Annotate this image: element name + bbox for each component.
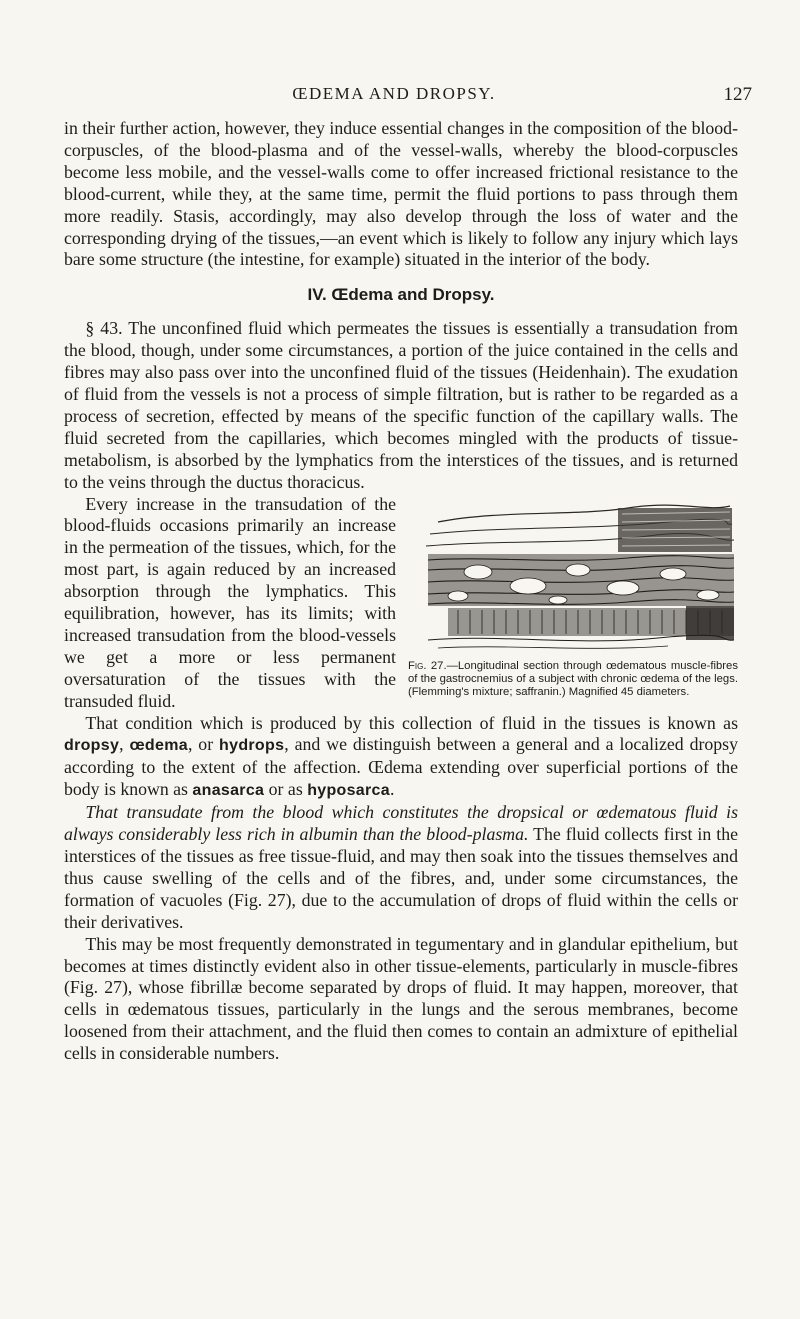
- paragraph-transudation: Every increase in the transudation of the blood-fluids occasions primarily an increase in the permeation of the tissues, which, for the most part, is again reduced by an increased absorption through the lymphatics. This equilibration, however, has its limits; with increased transudation from the blood-vessels we get a more or less permanent oversaturation of the tissues with the transuded fluid.: [64, 493, 396, 711]
- text-run: That condition which is produced by this collection of fluid in the tissues is known as: [85, 712, 738, 733]
- text-run: .: [389, 779, 395, 800]
- term-anasarca: anasarca: [192, 782, 265, 800]
- paragraph-section-43: § 43. The unconfined fluid which permeates the tissues is essentially a transudation from the blood, though, under some circumstances, a portion of the juice contained in the cells and fibres may also pass over into the unconfined fluid of the tissues (Heidenhain). The exudation of fluid from the vessels is not a process of simple filtration, but is rather to be regarded as a process of secretion, effected by means of the specific function of the capillary walls. The fluid secreted from the capillaries, which becomes mingled with the products of tissue-metabolism, is absorbed by the lymphatics from the interstices of the tissues, and is returned to the veins through the ductus thoracicus.: [64, 318, 738, 492]
- figure-caption: [408, 660, 738, 699]
- page-number: 127: [723, 84, 752, 105]
- paragraph-continued: in their further action, however, they induce essential changes in the composition of the blood-corpuscles, of the blood-plasma and of the vessel-walls, whereby the blood-corpuscles become less mobile, and the vessel-walls come to offer increased frictional resistance to the blood-current, while they, at the same time, permit the fluid portions to pass through them more readily. Stasis, accordingly, may also develop through the loss of water and the corresponding drying of the tissues,—an event which is likely to follow any injury which lays bare some structure (the intestine, for example) situated in the interior of the body.: [64, 118, 738, 270]
- paragraph-epithelium: This may be most frequently demonstrated in tegumentary and in glandular epithelium, but becomes at times distinctly evident also in other tissue-elements, particularly in muscle-fibres (Fig. 27), whose fibrillæ become separated by drops of fluid. It may happen, moreover, that cells in œdematous tissues, particularly in the lungs and the serous membranes, become loosened from their attachment, and the fluid then comes to contain an admixture of epithelial cells in considerable numbers.: [64, 933, 738, 1064]
- figure-27: [408, 500, 738, 699]
- text-run: , or: [187, 734, 220, 755]
- figure-label: Fig. 27.: [408, 659, 447, 672]
- figure-27-illustration: [418, 500, 736, 654]
- figure-caption-text: —Longitudinal section through œdematous muscle-fibres of the gastrocnemius of a subject with chronic œdema of the legs. (Flemming's mixture; saffranin.) Magnified 45 diameters.: [408, 659, 738, 698]
- text-run: or as: [264, 779, 308, 800]
- term-hydrops: hydrops: [219, 737, 285, 755]
- italic-statement: That transudate from the blood which constitutes the dropsical or œdematous fluid is always considerably less rich in albumin than the blood-plasma.: [64, 802, 738, 845]
- text-run: ,: [119, 734, 130, 755]
- text-run: , and we distinguish between a general and a localized dropsy according to the extent of the affection. Œdema extending over superficial portions of the body is known as: [64, 734, 738, 800]
- paragraph-dropsy-definition: [64, 713, 738, 803]
- body-text: [64, 118, 738, 1065]
- running-head: [0, 84, 800, 110]
- term-hyposarca: hyposarca: [307, 782, 390, 800]
- term-dropsy: dropsy: [64, 737, 120, 755]
- running-title: ŒDEMA AND DROPSY.: [292, 84, 496, 103]
- text-run: The fluid collects first in the interstices of the tissues as free tissue-fluid, and may then soak into the tissues themselves and thus cause swelling of the cells and of the fibres, and, under some circumstances, the formation of vacuoles (Fig. 27), due to the accumulation of drops of fluid within the cells or their derivatives.: [64, 824, 738, 932]
- term-oedema: œdema: [129, 737, 188, 755]
- paragraph-transudate: [64, 802, 738, 933]
- section-heading: IV. Œdema and Dropsy.: [307, 285, 495, 305]
